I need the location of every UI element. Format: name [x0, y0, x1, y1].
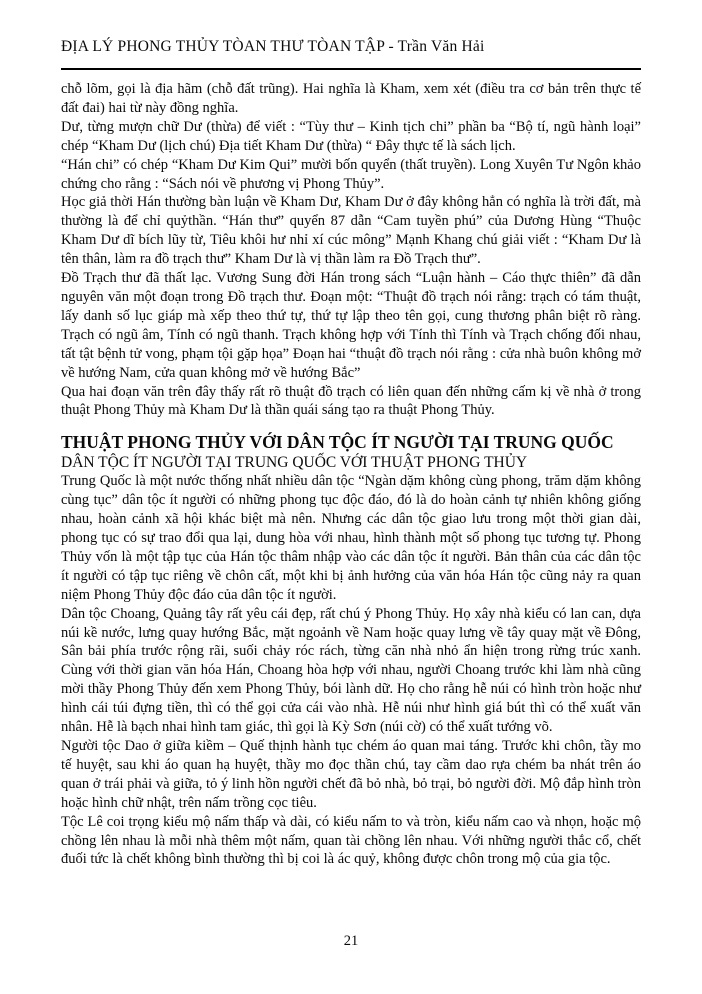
paragraph: Trung Quốc là một nước thống nhất nhiều dân tộc “Ngàn dặm không cùng phong, trăm dặm không cùng tục” dân tộc ít người có những phong tục độc đáo, đó là do hoàn cảnh tự nhiên không giống nhau, hoàn cảnh xã hội khác biệt mà nên. Nhưng các dân tộc giao lưu trong một thời gian dài, phong tục có sự trao đổi qua lại, dung hòa với nhau, hình thành một số phong tục tương tự. Phong Thủy vốn là một tập tục của Hán tộc thâm nhập vào các dân tộc ít người. Bản thân của các dân tộc ít người có tập tục riêng về chôn cất, một khi bị ảnh hưởng của văn hóa Hán tộc cũng nảy ra quan niệm Phong Thủy độc đáo của dân tộc ít người. [61, 473, 641, 603]
paragraph: Dư, từng mượn chữ Dư (thừa) để viết : “Tùy thư – Kinh tịch chi” phần ba “Bộ tí, ngũ hành loại” chép “Kham Dư (lịch chú) Địa tiết Kham Dư (thừa) “ Đây thực tế là sách lịch. [61, 118, 641, 154]
paragraph: Dân tộc Choang, Quảng tây rất yêu cái đẹp, rất chú ý Phong Thủy. Họ xây nhà kiểu có lan can, dựa núi kề nước, lưng quay hướng Bắc, mặt ngoảnh về Nam hoặc quay lưng về tây quay mặt về Đông, Sân bải phía trước rộng rãi, suối chảy róc rách, từng căn nhà nhỏ ẩn hiện trong rừng trúc xanh. Cùng với thời gian văn hóa Hán, Choang hòa hợp với nhau, người Choang trước khi làm nhà cũng mời thầy Phong Thủy đến xem Phong Thủy, bói lành dữ. Họ cho rằng hễ núi có hình tròn hoặc như hình cái túi đựng tiền, thì có thể gọi cửa cái vào nhà. Hễ núi như hình giá bút thì có thể xuất văn nhân. Hễ là bạch nhai hình tam giác, thì gọi là Kỳ Sơn (núi cờ) có thể xuất tướng võ. [61, 605, 641, 736]
paragraph: Học giả thời Hán thường bàn luận về Kham Dư, Kham Dư ở đây không hẳn có nghĩa là trời đất, mà thường là để chỉ quỷthần. “Hán thư” quyển 87 dẫn “Cam tuyền phú” của Dương Hùng “Thuộc Kham Dư dĩ bích lũy từ, Tiêu khôi hư nhỉ xí cúc mông” Mạnh Khang chú giải viết : “Kham Dư là tên thân, làm ra đồ trạch thư” Kham Dư là vị thần làm ra Đồ Trạch thư”. [61, 194, 641, 268]
header-rule [61, 68, 641, 70]
page-footer [61, 933, 641, 950]
page-body [61, 80, 641, 869]
page-header [61, 38, 641, 70]
paragraph: Người tộc Dao ở giữa kiềm – Quế thịnh hành tục chém áo quan mai táng. Trước khi chôn, tầy mo tế huyệt, sau khi áo quan hạ huyệt, thầy mo đọc thần chú, tay cầm dao rựa chém ba nhát trên áo quan ở trái phải và giữa, tỏ ý linh hồn người chết đã bỏ nhà, bỏ trại, bỏ người đời. Mộ đắp hình tròn hoặc hình chữ nhật, trên nấm trồng cọc tiêu. [61, 738, 641, 811]
paragraph: Qua hai đoạn văn trên đây thấy rất rõ thuật đồ trạch có liên quan đến những cấm kị về nhà ở trong thuật Phong Thủy mà Kham Dư là thần quái sáng tạo ra thuật Phong Thủy. [61, 383, 641, 419]
page-number: 21 [343, 933, 359, 949]
section-subheading: DÂN TỘC ÍT NGƯỜI TẠI TRUNG QUỐC VỚI THUẬT PHONG THỦY [61, 454, 528, 472]
paragraph: Đồ Trạch thư đã thất lạc. Vương Sung đời Hán trong sách “Luận hành – Cáo thực thiên” đã dẫn nguyên văn một đoạn trong Đồ trạch thư. Đoạn một: “Thuật đồ trạch nói rằng: trạch có tám thuật, lấy danh số lục giáp mà xếp theo thứ tự, thứ tự lập theo tên gọi, cung thương phân biệt rõ ràng. Trạch có ngũ âm, Tính có ngũ thanh. Trạch không hợp với Tính thì Tính và Trạch chống đối nhau, tất tật bệnh tử vong, phạm tội gặp họa” Đoạn hai “thuật đồ trạch nói rằng : cửa nhà buôn không mở về hướng Nam, cửa quan không mở về hướng Bắc” [61, 270, 641, 381]
paragraph: Tộc Lê coi trọng kiểu mộ nấm thấp và dài, có kiểu nấm to và tròn, kiểu nấm cao và nhọn, hoặc mộ chồng lên nhau là mỗi nhà thêm một nấm, quan tài chồng lên nhau. Với những người thắc cổ, chết đuối tức là chết không bình thường thì bị coi là ác quỷ, không được chôn trong mộ của gia tộc. [61, 813, 641, 868]
section-heading: THUẬT PHONG THỦY VỚI DÂN TỘC ÍT NGƯỜI TẠI TRUNG QUỐC [61, 432, 614, 453]
paragraph: “Hán chi” có chép “Kham Dư Kim Qui” mười bốn quyển (thất truyền). Long Xuyên Tư Ngôn khảo chứng cho rằng : “Sách nói về phương vị Phong Thủy”. [61, 156, 641, 192]
running-head-title: ĐỊA LÝ PHONG THỦY TÒAN THƯ TÒAN TẬP - Trần Văn Hải [61, 38, 485, 55]
paragraph: chỗ lõm, gọi là địa hãm (chỗ đất trũng). Hai nghĩa là Kham, xem xét (điều tra cơ bản trên thực tế đất đai) hai từ này đồng nghĩa. [61, 81, 641, 116]
